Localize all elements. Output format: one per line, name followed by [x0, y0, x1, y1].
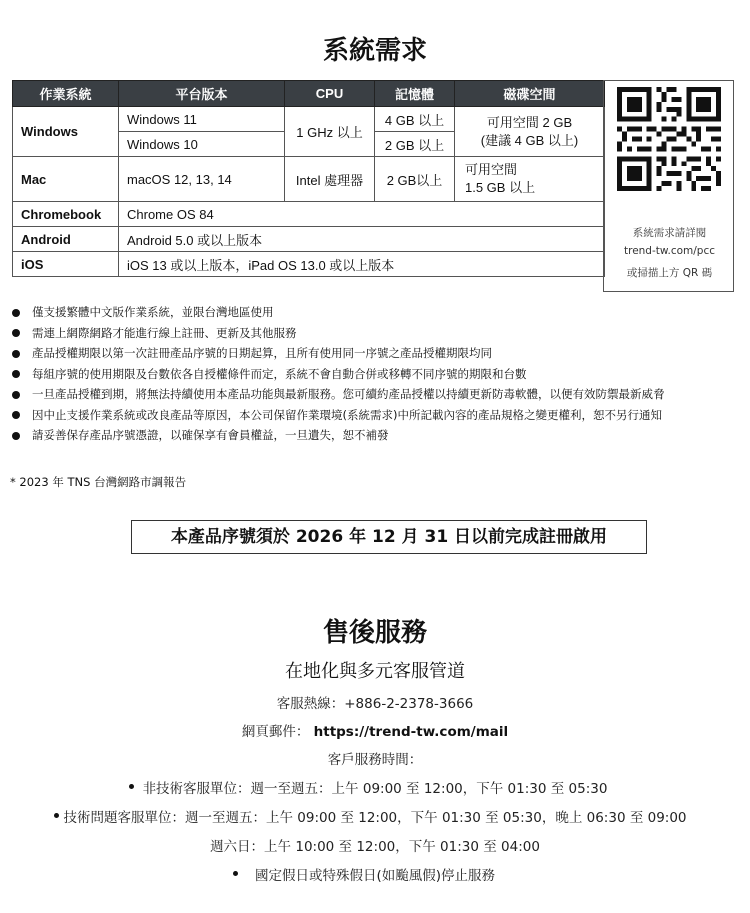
os-mac: Mac — [13, 157, 119, 202]
table-row — [13, 107, 605, 132]
bullet-icon — [12, 329, 20, 337]
version-ios: iOS 13 或以上版本，iPad OS 13.0 或以上版本 — [119, 252, 605, 277]
note-text: 每組序號的使用期限及台數依各自授權條件而定，系統不會自動合併或移轉不同序號的期限和台數 — [32, 366, 527, 381]
header-disk: 磁碟空間 — [455, 81, 605, 107]
note-text: 需連上網際網路才能進行線上註冊、更新及其他服務 — [32, 325, 297, 340]
table-row — [13, 157, 605, 202]
version-chromebook: Chrome OS 84 — [119, 202, 605, 227]
service-subtitle: 在地化與多元客服管道 — [285, 661, 465, 682]
header-os: 作業系統 — [13, 81, 119, 107]
note-text: 僅支援繁體中文版作業系統，並限台灣地區使用 — [32, 305, 274, 319]
cpu-windows: 1 GHz 以上 — [285, 107, 375, 157]
disk-windows — [455, 107, 605, 157]
qr-caption-line1: 系統需求請詳閱 — [632, 227, 707, 239]
memory-mac: 2 GB以上 — [375, 157, 455, 202]
table-row — [13, 227, 605, 252]
header-platform: 平台版本 — [119, 81, 285, 107]
list-item — [12, 384, 665, 405]
registration-notice: 本產品序號須於 2026 年 12 月 31 日以前完成註冊啟用 — [131, 520, 647, 554]
requirements-table — [12, 80, 605, 277]
bullet-icon — [12, 411, 20, 419]
header-cpu: CPU — [285, 81, 375, 107]
disk-windows-line2: (建議 4 GB 以上) — [480, 132, 579, 148]
qr-code-icon[interactable] — [617, 87, 721, 191]
version-android: Android 5.0 或以上版本 — [119, 227, 605, 252]
table-header-row — [13, 81, 605, 107]
service-title: 售後服務 — [322, 618, 427, 648]
system-requirements-title: 系統需求 — [322, 36, 427, 66]
note-text: 請妥善保存產品序號憑證，以確保享有會員權益，一旦遺失，恕不補發 — [32, 428, 389, 442]
os-windows: Windows — [13, 107, 119, 157]
disk-mac-line2: 1.5 GB 以上 — [465, 180, 536, 195]
list-item — [12, 302, 665, 323]
note-text: 產品授權期限以第一次註冊產品序號的日期起算，且所有使用同一序號之產品授權期限均同 — [32, 346, 492, 360]
qr-caption-line3: 或掃描上方 QR 碼 — [626, 267, 713, 279]
hours-nontech: 非技術客服單位：週一至週五：上午 09:00 至 12:00，下午 01:30 至 05:30 — [142, 781, 608, 797]
hours-weekend: 週六日：上午 10:00 至 12:00，下午 01:30 至 04:00 — [210, 839, 540, 855]
version-mac: macOS 12, 13, 14 — [119, 157, 285, 202]
service-hotline: 客服熱線：+886-2-2378-3666 — [276, 696, 474, 712]
table-row — [13, 202, 605, 227]
bullet-icon — [12, 391, 20, 399]
os-android: Android — [13, 227, 119, 252]
header-memory: 記憶體 — [375, 81, 455, 107]
list-item — [12, 323, 665, 344]
cpu-mac: Intel 處理器 — [285, 157, 375, 202]
version-windows-10: Windows 10 — [119, 132, 285, 157]
qr-panel — [603, 80, 734, 292]
bullet-icon — [12, 309, 20, 317]
version-windows-11: Windows 11 — [119, 107, 285, 132]
table-row — [13, 252, 605, 277]
mail-label: 網頁郵件： — [241, 724, 310, 740]
notes-list — [12, 302, 665, 446]
mail-link[interactable]: https://trend-tw.com/mail — [313, 724, 509, 740]
qr-caption-url[interactable]: trend-tw.com/pcc — [623, 245, 716, 257]
list-item — [12, 425, 665, 446]
bullet-icon — [12, 432, 20, 440]
list-item — [12, 343, 665, 364]
note-text: 一旦產品授權到期，將無法持續使用本產品功能與最新服務。您可續約產品授權以持續更新防毒軟體，以便有效防禦最新威脅 — [32, 387, 665, 401]
os-chromebook: Chromebook — [13, 202, 119, 227]
list-item — [12, 364, 665, 385]
note-text: 因中止支援作業系統或改良產品等原因，本公司保留作業環境(系統需求)中所記載內容的產品規格之變更權利，恕不另行通知 — [32, 407, 662, 422]
service-mail — [0, 720, 750, 740]
disk-mac — [455, 157, 605, 202]
hours-tech: 技術問題客服單位：週一至週五：上午 09:00 至 12:00，下午 01:30 至 05:30，晚上 06:30 至 09:00 — [63, 810, 687, 826]
os-ios: iOS — [13, 252, 119, 277]
list-item — [12, 405, 665, 426]
bullet-icon — [12, 350, 20, 358]
hours-holiday: 國定假日或特殊假日(如颱風假)停止服務 — [254, 868, 496, 884]
service-hours-title: 客戶服務時間： — [327, 752, 423, 768]
memory-windows-10: 2 GB 以上 — [375, 132, 455, 157]
footnote: * 2023 年 TNS 台灣網路市調報告 — [10, 475, 187, 489]
disk-windows-line1: 可用空間 2 GB — [486, 114, 573, 130]
memory-windows-11: 4 GB 以上 — [375, 107, 455, 132]
bullet-icon — [12, 370, 20, 378]
disk-mac-line1: 可用空間 — [465, 162, 518, 177]
